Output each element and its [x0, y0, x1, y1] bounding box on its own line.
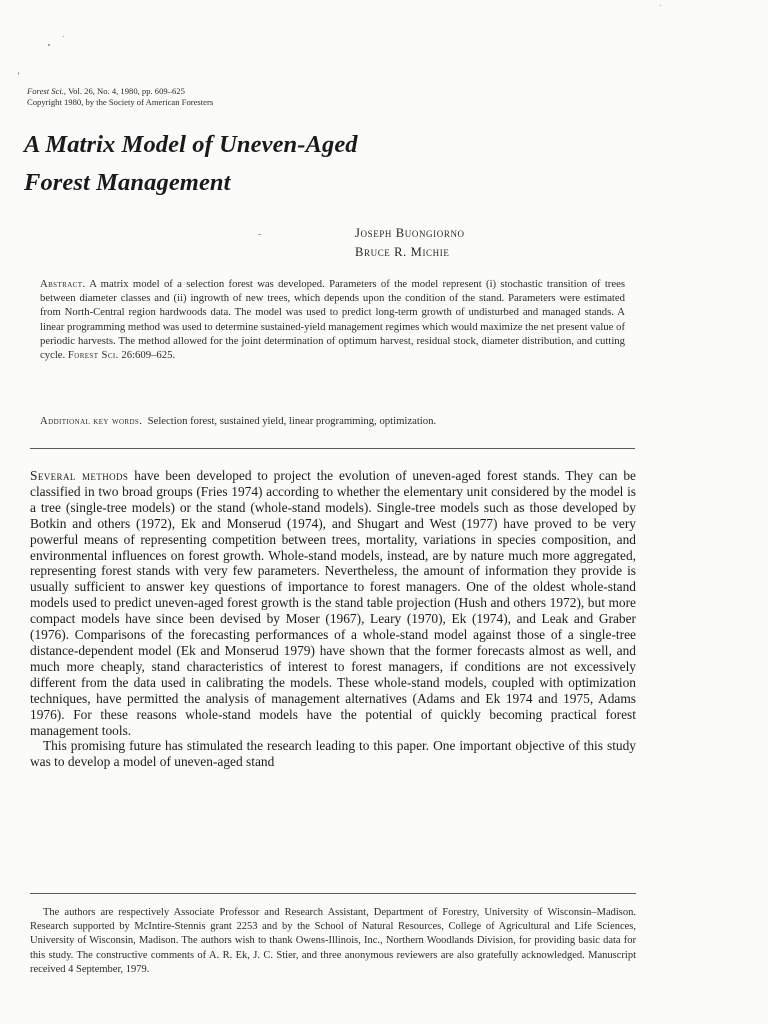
title-line-2: Forest Management [24, 169, 231, 196]
footnote-divider [30, 893, 636, 894]
author-footnote: The authors are respectively Associate Professor and Research Assistant, Department of Forestry, University of Wisconsin–Madison. Research supported by McIntire-Stennis grant 2253 and by the School of Natural Resources, College of Agricultural and Life Sciences, University of Wisconsin, Madison. The authors wish to thank Owens-Illinois, Inc., Northern Woodlands Division, for providing basic data for this study. The constructive comments of A. R. Ek, J. C. Stier, and three anonymous reviewers are also gratefully acknowledged. Manuscript received 4 September, 1979. [30, 907, 636, 975]
journal-name: Forest Sci. [27, 86, 64, 96]
body-paragraph [30, 468, 636, 738]
main-body [30, 468, 636, 770]
abstract-ref-journal: Forest Sci. [67, 349, 119, 362]
key-words-text: Selection forest, sustained yield, linear programming, optimization. [147, 415, 437, 427]
key-words [40, 414, 640, 428]
volume-pages: , Vol. 26, No. 4, 1980, pp. 609–625 [63, 86, 185, 96]
abstract-text: A matrix model of a selection forest was developed. Parameters of the model represent (i) stochastic transition of trees between diameter classes and (ii) ingrowth of new trees, which depends upon the condition of the stand. Parameters were estimated from North-Central region hardwoods data. The model was used to predict long-term growth of undisturbed and managed stands. A linear programming method was used to determine sustained-yield management regimes which would maximize the net present value of periodic harvests. The method allowed for the joint determination of optimum harvest, residual stock, diameter distribution, and cutting cycle. [40, 278, 625, 362]
scan-speck [48, 44, 50, 46]
scan-speck [63, 36, 64, 37]
scan-speck [18, 72, 19, 75]
section-divider [30, 448, 635, 449]
scan-speck [660, 5, 661, 6]
abstract-ref-pages: 26:609–625. [118, 349, 176, 362]
abstract-label: Abstract. [40, 278, 86, 290]
citation-line [27, 86, 213, 97]
paragraph-text: have been developed to project the evolution of uneven-aged forest stands. They can be classified in two broad groups (Fries 1974) according to whether the elementary unit considered by the model is a tree (single-tree models) or the stand (whole-stand models). Single-tree models such as those developed by Botkin and others (1972), Ek and Monserud (1974), and Shugart and West (1977) have proved to be very powerful means of representing competition between trees, mortality, variations in species composition, and environmental influences on forest growth. Whole-stand models, instead, are by nature much more aggregated, representing forest stands with very few parameters. Nevertheless, the amount of information they provide is usually sufficient to answer key questions of importance to forest managers. One of the oldest whole-stand models used to predict uneven-aged forest growth is the stand table projection (Hush and others 1972), but more compact models have since been devised by Moser (1967), Leary (1970), Ek (1974), and Leak and Graber (1976). Comparisons of the forecasting performances of a whole-stand model against those of a single-tree distance-dependent model (Ek and Monserud 1979) have shown that the former forecasts almost as well, and much more cheaply, stand characteristics of interest to forest managers, if conditions are not excessively different from the data used in calibrating the models. These whole-stand models, coupled with optimization techniques, have permitted the analysis of management alternatives (Adams and Ek 1974 and 1975, Adams 1976). For these reasons whole-stand models have the potential of quickly becoming practical forest management tools. [30, 468, 636, 738]
author-list [355, 224, 465, 262]
scan-speck [258, 234, 261, 235]
author-name: Bruce R. Michie [355, 245, 450, 259]
body-paragraph: This promising future has stimulated the research leading to this paper. One important objective of this study was to develop a model of uneven-aged stand [30, 738, 636, 770]
title-line-1: A Matrix Model of Uneven-Aged [24, 131, 358, 158]
abstract [40, 277, 625, 362]
paper-title [24, 126, 358, 202]
author-name: Joseph Buongiorno [355, 226, 465, 240]
journal-citation [27, 86, 213, 108]
lead-words: Several methods [30, 468, 129, 483]
key-words-label: Additional key words. [40, 415, 143, 427]
copyright-line: Copyright 1980, by the Society of American Foresters [27, 97, 214, 107]
